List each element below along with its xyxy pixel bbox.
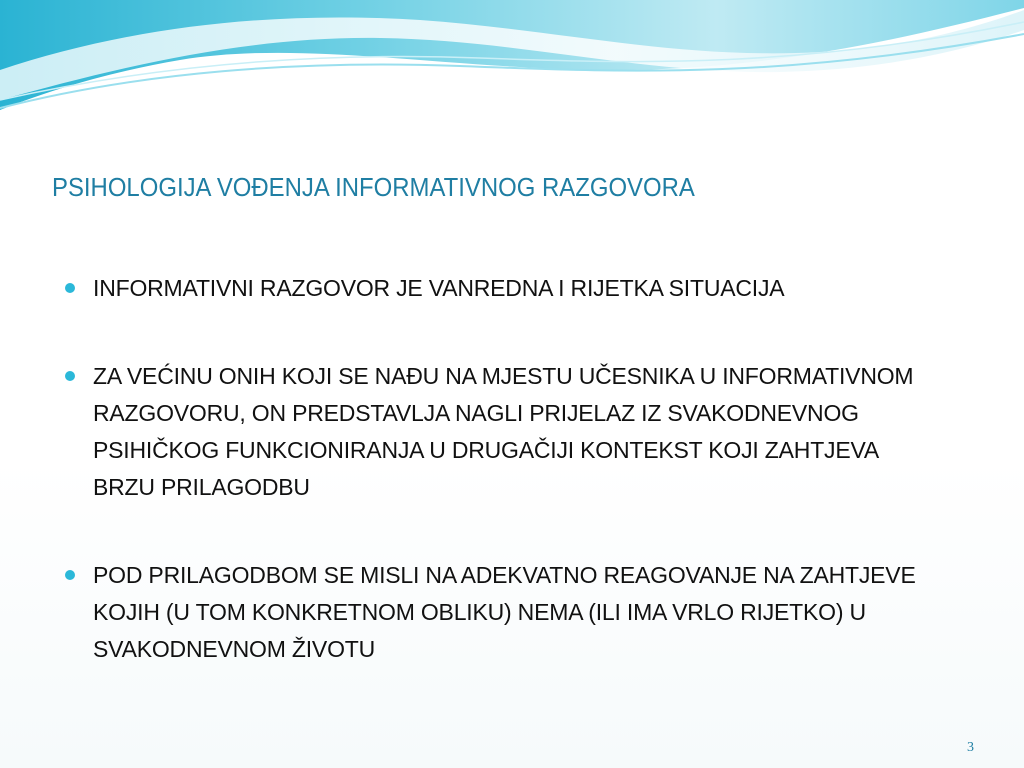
bullet-text: INFORMATIVNI RAZGOVOR JE VANREDNA I RIJETKA SITUACIJA [93, 275, 785, 301]
page-number: 3 [967, 740, 974, 755]
bullet-item [62, 270, 942, 307]
bullet-text: POD PRILAGODBOM SE MISLI NA ADEKVATNO REAGOVANJE NA ZAHTJEVE KOJIH (U TOM KONKRETNOM OBLIKU) NEMA (ILI IMA VRLO RIJETKO) U SVAKODNEVNOM ŽIVOTU [93, 562, 916, 662]
bullet-item [62, 557, 942, 668]
header-wave-graphic [0, 0, 1024, 120]
bullet-dot-icon [65, 371, 75, 381]
bullet-list [62, 270, 942, 668]
bullet-dot-icon [65, 570, 75, 580]
bullet-item [62, 358, 942, 506]
slide-title: PSIHOLOGIJA VOĐENJA INFORMATIVNOG RAZGOVORA [52, 172, 695, 202]
bullet-text: ZA VEĆINU ONIH KOJI SE NAĐU NA MJESTU UČESNIKA U INFORMATIVNOM RAZGOVORU, ON PREDSTAVLJA NAGLI PRIJELAZ IZ SVAKODNEVNOG PSIHIČKOG FUNKCIONIRANJA U DRUGAČIJI KONTEKST KOJI ZAHTJEVA BRZU PRILAGODBU [93, 363, 914, 500]
bullet-dot-icon [65, 283, 75, 293]
